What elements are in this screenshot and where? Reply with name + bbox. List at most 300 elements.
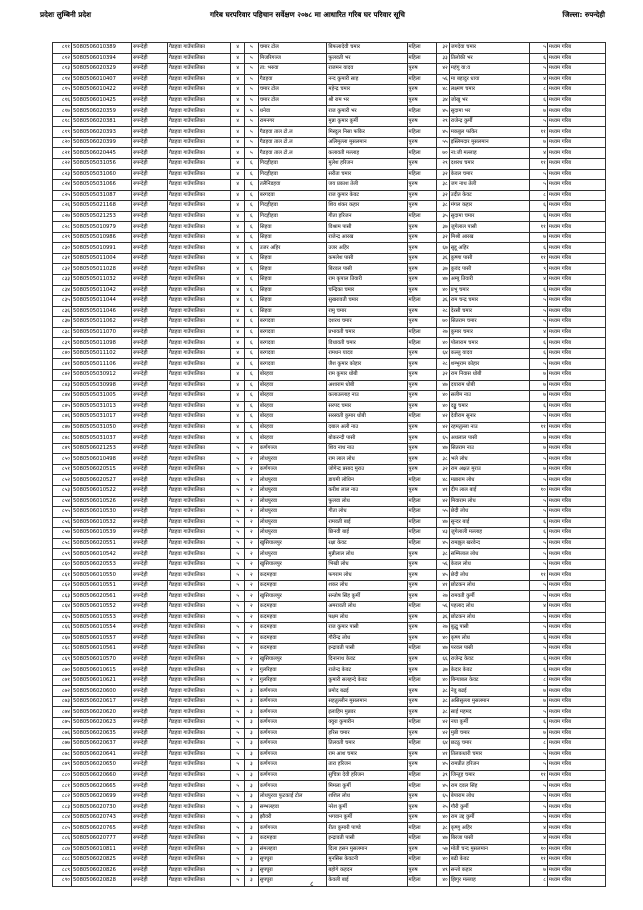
cell-sub-ward: ३: [245, 802, 259, 813]
cell-members: ५: [529, 306, 547, 317]
cell-gender: पुरुष: [407, 253, 437, 264]
cell-guardian-name: सुद्दू अहिर: [449, 243, 529, 254]
cell-municipality: गैडहवा गाउँपालिका: [168, 570, 231, 581]
cell-municipality: गैडहवा गाउँपालिका: [168, 802, 231, 813]
cell-tole: लोधपुरवा: [258, 528, 327, 539]
cell-guardian-name: राम चन्द्र चमार: [449, 296, 529, 307]
cell-guardian-name: ना:जी मल्लाह: [449, 148, 529, 159]
cell-gender: पुरुष: [407, 665, 437, 676]
cell-age: ५६: [437, 559, 450, 570]
cell-tole: बोरहवा: [258, 422, 327, 433]
table-row: [53, 475, 606, 486]
cell-district: रुपन्देही: [132, 665, 168, 676]
cell-sub-ward: २: [245, 570, 259, 581]
cell-guardian-name: भले लोध: [449, 454, 529, 465]
cell-guardian-name: सम्मिलाल लोध: [449, 549, 529, 560]
cell-age: ६५: [437, 433, 450, 444]
cell-household-id: 5080505010991: [71, 243, 131, 254]
cell-district: रुपन्देही: [132, 275, 168, 286]
cell-household-id: 5080506010551: [71, 580, 131, 591]
cell-ward: ४: [231, 253, 245, 264]
table-row: [53, 159, 606, 170]
cell-gender: महिला: [407, 601, 437, 612]
cell-tole: गिदहीहवा: [258, 159, 327, 170]
cell-ward: ४: [231, 43, 245, 54]
cell-members: ७: [529, 464, 547, 475]
cell-serial: ८६९: [53, 654, 72, 665]
cell-gender: महिला: [407, 781, 437, 792]
cell-household-id: 5080506010811: [71, 844, 131, 855]
cell-municipality: गैडहवा गाउँपालिका: [168, 53, 231, 64]
cell-age: ४७: [437, 380, 450, 391]
cell-serial: ८१९: [53, 127, 72, 138]
cell-age: ४०: [437, 285, 450, 296]
cell-head-name: अशाराम धोबी: [327, 380, 407, 391]
cell-poverty-category: मध्यम गरिब: [547, 644, 605, 655]
cell-sub-ward: ३: [245, 823, 259, 834]
cell-guardian-name: सितराम चमार: [449, 317, 529, 328]
cell-sub-ward: ३: [245, 686, 259, 697]
cell-poverty-category: मध्यम गरिब: [547, 422, 605, 433]
cell-ward: ४: [231, 74, 245, 85]
cell-poverty-category: मध्यम गरिब: [547, 633, 605, 644]
cell-municipality: गैडहवा गाउँपालिका: [168, 422, 231, 433]
cell-household-id: 5080506010539: [71, 528, 131, 539]
table-row: [53, 865, 606, 876]
cell-ward: ५: [231, 718, 245, 729]
cell-poverty-category: मध्यम गरिब: [547, 338, 605, 349]
table-row: [53, 781, 606, 792]
cell-serial: ८३६: [53, 306, 72, 317]
cell-poverty-category: मध्यम गरिब: [547, 74, 605, 85]
cell-guardian-name: साई महमद: [449, 707, 529, 718]
cell-gender: पुरुष: [407, 570, 437, 581]
cell-head-name: विधावती चमार: [327, 338, 407, 349]
cell-tole: गैडहवा ताल टो.ल: [258, 127, 327, 138]
cell-poverty-category: मध्यम गरिब: [547, 359, 605, 370]
cell-gender: पुरुष: [407, 802, 437, 813]
cell-district: रुपन्देही: [132, 306, 168, 317]
table-row: [53, 422, 606, 433]
cell-ward: ५: [231, 528, 245, 539]
cell-serial: ८७८: [53, 749, 72, 760]
table-row: [53, 528, 606, 539]
cell-district: रुपन्देही: [132, 464, 168, 475]
cell-district: रुपन्देही: [132, 159, 168, 170]
cell-guardian-name: दीप लाल बाई: [449, 485, 529, 496]
cell-serial: ८७२: [53, 686, 72, 697]
cell-serial: ८६६: [53, 623, 72, 634]
table-row: [53, 169, 606, 180]
cell-age: ३८: [437, 454, 450, 465]
cell-head-name: राजेन्द्र केवट: [327, 665, 407, 676]
cell-members: ५: [529, 412, 547, 423]
cell-tole: सुपघुरा: [258, 855, 327, 866]
cell-members: ६: [529, 633, 547, 644]
table-row: [53, 369, 606, 380]
cell-ward: ४: [231, 190, 245, 201]
table-row: [53, 380, 606, 391]
cell-household-id: 5080505021253: [71, 211, 131, 222]
cell-municipality: गैडहवा गाउँपालिका: [168, 306, 231, 317]
cell-gender: महिला: [407, 475, 437, 486]
cell-head-name: उजर अहिर: [327, 243, 407, 254]
cell-gender: महिला: [407, 43, 437, 54]
cell-age: २८: [437, 306, 450, 317]
cell-tole: बरगदवा: [258, 190, 327, 201]
cell-head-name: नरेश कुर्मी: [327, 802, 407, 813]
cell-household-id: 5080506020743: [71, 812, 131, 823]
cell-district: रुपन्देही: [132, 116, 168, 127]
cell-guardian-name: जुगेलाल पासी: [449, 222, 529, 233]
cell-ward: ४: [231, 275, 245, 286]
cell-members: ६: [529, 654, 547, 665]
cell-members: ११: [529, 770, 547, 781]
cell-ward: ४: [231, 264, 245, 275]
cell-municipality: गैडहवा गाउँपालिका: [168, 169, 231, 180]
cell-guardian-name: असिसुल्ला मुसलमान: [449, 696, 529, 707]
cell-household-id: 5080506020828: [71, 876, 131, 887]
cell-municipality: गैडहवा गाउँपालिका: [168, 865, 231, 876]
cell-tole: कर्णगञ्ज: [258, 728, 327, 739]
cell-serial: ८७३: [53, 696, 72, 707]
cell-sub-ward: २: [245, 443, 259, 454]
cell-tole: कदमहवा: [258, 601, 327, 612]
table-row: [53, 296, 606, 307]
cell-guardian-name: नेवु बढई: [449, 686, 529, 697]
cell-guardian-name: सुन्दर बाई: [449, 517, 529, 528]
cell-poverty-category: मध्यम गरिब: [547, 116, 605, 127]
cell-head-name: इन्द्रावती पासी: [327, 644, 407, 655]
cell-district: रुपन्देही: [132, 359, 168, 370]
cell-sub-ward: ५: [245, 53, 259, 64]
cell-guardian-name: छेदी लोध: [449, 570, 529, 581]
table-row: [53, 823, 606, 834]
cell-guardian-name: देवीराम सुनार: [449, 412, 529, 423]
cell-sub-ward: ६: [245, 275, 259, 286]
cell-head-name: फुलवा लोध: [327, 496, 407, 507]
cell-district: रुपन्देही: [132, 834, 168, 845]
cell-poverty-category: मध्यम गरिब: [547, 443, 605, 454]
cell-household-id: 5080505011106: [71, 359, 131, 370]
cell-age: ३२: [437, 464, 450, 475]
cell-head-name: कलावती मल्लाह: [327, 148, 407, 159]
page-title: गरिब घरपरिवार पहिचान सर्वेक्षण २०७८ मा आधारित गरिब घर परिवार सूचि: [210, 10, 405, 19]
cell-poverty-category: मध्यम गरिब: [547, 728, 605, 739]
cell-ward: ५: [231, 876, 245, 887]
cell-poverty-category: मध्यम गरिब: [547, 601, 605, 612]
cell-poverty-category: मध्यम गरिब: [547, 211, 605, 222]
cell-age: ४३: [437, 528, 450, 539]
cell-gender: पुरुष: [407, 380, 437, 391]
cell-tole: सिहवा: [258, 285, 327, 296]
cell-guardian-name: बिरजा पासी: [449, 834, 529, 845]
cell-ward: ५: [231, 570, 245, 581]
cell-household-id: 5080505031013: [71, 401, 131, 412]
cell-serial: ८३८: [53, 327, 72, 338]
cell-serial: ८२५: [53, 190, 72, 201]
cell-age: ५७: [437, 844, 450, 855]
cell-serial: ८४५: [53, 401, 72, 412]
cell-serial: ८७१: [53, 675, 72, 686]
cell-household-id: 5080506010554: [71, 623, 131, 634]
cell-gender: पुरुष: [407, 464, 437, 475]
cell-serial: ८२९: [53, 232, 72, 243]
cell-age: ३२: [437, 190, 450, 201]
cell-gender: पुरुष: [407, 654, 437, 665]
cell-gender: महिला: [407, 211, 437, 222]
cell-household-id: 5080505031050: [71, 422, 131, 433]
cell-ward: ५: [231, 865, 245, 876]
cell-gender: पुरुष: [407, 549, 437, 560]
cell-ward: ४: [231, 85, 245, 96]
cell-poverty-category: मध्यम गरिब: [547, 106, 605, 117]
table-row: [53, 433, 606, 444]
cell-household-id: 5080505021168: [71, 201, 131, 212]
cell-tole: मिजरिगञ्ज: [258, 53, 327, 64]
cell-tole: खुसियालपुर: [258, 559, 327, 570]
cell-sub-ward: ५: [245, 74, 259, 85]
cell-gender: पुरुष: [407, 264, 437, 275]
cell-district: रुपन्देही: [132, 180, 168, 191]
table-row: [53, 148, 606, 159]
cell-age: ३८: [437, 823, 450, 834]
cell-guardian-name: तिलोकी भर: [449, 53, 529, 64]
cell-serial: ८३०: [53, 243, 72, 254]
cell-serial: ८५१: [53, 464, 72, 475]
cell-serial: ८३२: [53, 264, 72, 275]
cell-district: रुपन्देही: [132, 781, 168, 792]
cell-municipality: गैडहवा गाउँपालिका: [168, 538, 231, 549]
cell-sub-ward: ६: [245, 306, 259, 317]
cell-members: ७: [529, 865, 547, 876]
cell-gender: पुरुष: [407, 401, 437, 412]
cell-municipality: गैडहवा गाउँपालिका: [168, 85, 231, 96]
cell-gender: महिला: [407, 74, 437, 85]
cell-district: रुपन्देही: [132, 285, 168, 296]
cell-head-name: अलिमुल्ला मुसलमान: [327, 137, 407, 148]
cell-household-id: 5080505031066: [71, 180, 131, 191]
cell-members: ८: [529, 876, 547, 887]
cell-district: रुपन्देही: [132, 338, 168, 349]
cell-household-id: 5080506020637: [71, 739, 131, 750]
cell-poverty-category: मध्यम गरिब: [547, 127, 605, 138]
cell-members: ५: [529, 538, 547, 549]
cell-gender: महिला: [407, 338, 437, 349]
table-row: [53, 739, 606, 750]
cell-guardian-name: प्रभु चमार: [449, 285, 529, 296]
cell-members: ५: [529, 359, 547, 370]
cell-district: रुपन्देही: [132, 201, 168, 212]
cell-poverty-category: मध्यम गरिब: [547, 517, 605, 528]
cell-household-id: 5080506020527: [71, 475, 131, 486]
cell-members: ६: [529, 718, 547, 729]
cell-sub-ward: २: [245, 623, 259, 634]
cell-head-name: राज कुमार केवट: [327, 190, 407, 201]
cell-serial: ८८२: [53, 791, 72, 802]
cell-gender: पुरुष: [407, 232, 437, 243]
cell-serial: ८१८: [53, 116, 72, 127]
cell-serial: ८७६: [53, 728, 72, 739]
cell-sub-ward: ६: [245, 169, 259, 180]
cell-age: ४२: [437, 496, 450, 507]
table-row: [53, 601, 606, 612]
cell-sub-ward: ६: [245, 338, 259, 349]
cell-poverty-category: मध्यम गरिब: [547, 159, 605, 170]
cell-municipality: गैडहवा गाउँपालिका: [168, 296, 231, 307]
cell-sub-ward: ६: [245, 201, 259, 212]
cell-head-name: शिव नाथ नाउ: [327, 443, 407, 454]
cell-household-id: 5080506020665: [71, 781, 131, 792]
cell-municipality: गैडहवा गाउँपालिका: [168, 517, 231, 528]
cell-district: रुपन्देही: [132, 538, 168, 549]
cell-tole: कदमहवा: [258, 633, 327, 644]
table-row: [53, 306, 606, 317]
table-row: [53, 507, 606, 518]
cell-age: ३३: [437, 53, 450, 64]
cell-head-name: बिरवल पासी: [327, 264, 407, 275]
cell-municipality: गैडहवा गाउँपालिका: [168, 243, 231, 254]
cell-guardian-name: राजेन्द्र केवट: [449, 654, 529, 665]
cell-guardian-name: रामवती कुर्मी: [449, 591, 529, 602]
cell-tole: गुलरिहवा: [258, 665, 327, 676]
cell-tole: धनेवा: [258, 106, 327, 117]
cell-age: ४२: [437, 718, 450, 729]
cell-municipality: गैडहवा गाउँपालिका: [168, 338, 231, 349]
cell-head-name: दबाल अली नाउ: [327, 422, 407, 433]
cell-poverty-category: मध्यम गरिब: [547, 802, 605, 813]
cell-municipality: गैडहवा गाउँपालिका: [168, 591, 231, 602]
cell-tole: बरगदवा: [258, 338, 327, 349]
cell-municipality: गैडहवा गाउँपालिका: [168, 623, 231, 634]
cell-serial: ८२१: [53, 148, 72, 159]
cell-poverty-category: मध्यम गरिब: [547, 507, 605, 518]
cell-municipality: गैडहवा गाउँपालिका: [168, 433, 231, 444]
cell-ward: ५: [231, 559, 245, 570]
cell-serial: ८४२: [53, 369, 72, 380]
cell-head-name: राम लाल लोध: [327, 454, 407, 465]
cell-tole: तलैनिडहवा: [258, 180, 327, 191]
cell-gender: पुरुष: [407, 696, 437, 707]
cell-gender: पुरुष: [407, 64, 437, 75]
table-row: [53, 665, 606, 676]
cell-age: ३८: [437, 686, 450, 697]
cell-guardian-name: दशरथ चमार: [449, 159, 529, 170]
cell-district: रुपन्देही: [132, 95, 168, 106]
cell-age: ४२: [437, 412, 450, 423]
table-row: [53, 127, 606, 138]
cell-head-name: मुलेश हरिजन: [327, 159, 407, 170]
cell-district: रुपन्देही: [132, 264, 168, 275]
cell-municipality: गैडहवा गाउँपालिका: [168, 876, 231, 887]
cell-head-name: रीता कुमारी पाण्डे: [327, 823, 407, 834]
cell-tole: चमार टोल: [258, 85, 327, 96]
cell-age: ४२: [437, 422, 450, 433]
cell-age: ३४: [437, 95, 450, 106]
cell-guardian-name: राम उद्द कुर्मी: [449, 812, 529, 823]
cell-poverty-category: मध्यम गरिब: [547, 85, 605, 96]
cell-age: ४७: [437, 644, 450, 655]
cell-household-id: 5080506020359: [71, 106, 131, 117]
cell-tole: लोधपुरवा: [258, 517, 327, 528]
cell-members: ७: [529, 232, 547, 243]
cell-serial: ८७७: [53, 739, 72, 750]
cell-tole: खुसियालपुर: [258, 591, 327, 602]
cell-sub-ward: ३: [245, 760, 259, 771]
cell-head-name: इलाहिम मुन्नवर: [327, 707, 407, 718]
cell-tole: खुसियालपुर: [258, 538, 327, 549]
cell-ward: ४: [231, 327, 245, 338]
cell-gender: महिला: [407, 496, 437, 507]
cell-ward: ५: [231, 770, 245, 781]
cell-poverty-category: मध्यम गरिब: [547, 306, 605, 317]
cell-guardian-name: झिगुर मल्लाह: [449, 876, 529, 887]
cell-head-name: कलाउल्लाह नाउ: [327, 391, 407, 402]
cell-household-id: 5080506010550: [71, 570, 131, 581]
table-row: [53, 53, 606, 64]
cell-head-name: मुनसिस केवटनी: [327, 855, 407, 866]
cell-head-name: राम आश चमार: [327, 749, 407, 760]
table-row: [53, 591, 606, 602]
cell-serial: ८७४: [53, 707, 72, 718]
cell-ward: ४: [231, 148, 245, 159]
table-row: [53, 791, 606, 802]
cell-poverty-category: मध्यम गरिब: [547, 369, 605, 380]
cell-guardian-name: रहमतुल्ला नाउ: [449, 422, 529, 433]
cell-ward: ४: [231, 296, 245, 307]
cell-head-name: राम कुमार धोबी: [327, 369, 407, 380]
cell-guardian-name: मिवाराम लोध: [449, 496, 529, 507]
cell-head-name: बहोगे कहदन: [327, 865, 407, 876]
cell-district: रुपन्देही: [132, 53, 168, 64]
cell-tole: सिहवा: [258, 296, 327, 307]
cell-municipality: गैडहवा गाउँपालिका: [168, 180, 231, 191]
cell-household-id: 5080505011028: [71, 264, 131, 275]
cell-ward: ४: [231, 391, 245, 402]
cell-household-id: 5080505031087: [71, 190, 131, 201]
cell-members: ११: [529, 222, 547, 233]
cell-sub-ward: ५: [245, 148, 259, 159]
cell-poverty-category: मध्यम गरिब: [547, 844, 605, 855]
cell-sub-ward: ३: [245, 812, 259, 823]
cell-poverty-category: मध्यम गरिब: [547, 549, 605, 560]
cell-tole: चमार टोल: [258, 95, 327, 106]
cell-sub-ward: ६: [245, 391, 259, 402]
cell-household-id: 5080505010979: [71, 222, 131, 233]
cell-head-name: श्री राम भर: [327, 95, 407, 106]
cell-ward: ४: [231, 53, 245, 64]
cell-serial: ८२६: [53, 201, 72, 212]
cell-members: ७: [529, 380, 547, 391]
cell-poverty-category: मध्यम गरिब: [547, 485, 605, 496]
cell-age: ३२: [437, 232, 450, 243]
cell-ward: ४: [231, 64, 245, 75]
cell-head-name: डायमी लोधिन: [327, 475, 407, 486]
cell-head-name: सरस्वती कुमार धोबी: [327, 412, 407, 423]
cell-members: ५: [529, 454, 547, 465]
cell-age: ४२: [437, 728, 450, 739]
cell-municipality: गैडहवा गाउँपालिका: [168, 844, 231, 855]
cell-household-id: 5080506020553: [71, 559, 131, 570]
cell-age: ६६: [437, 654, 450, 665]
cell-age: ४०: [437, 812, 450, 823]
cell-poverty-category: मध्यम गरिब: [547, 707, 605, 718]
cell-municipality: गैडहवा गाउँपालिका: [168, 443, 231, 454]
cell-tole: रामनगर: [258, 116, 327, 127]
cell-ward: ५: [231, 812, 245, 823]
cell-head-name: राजेन्द्र आरख: [327, 232, 407, 243]
cell-head-name: फुलवती भर: [327, 53, 407, 64]
